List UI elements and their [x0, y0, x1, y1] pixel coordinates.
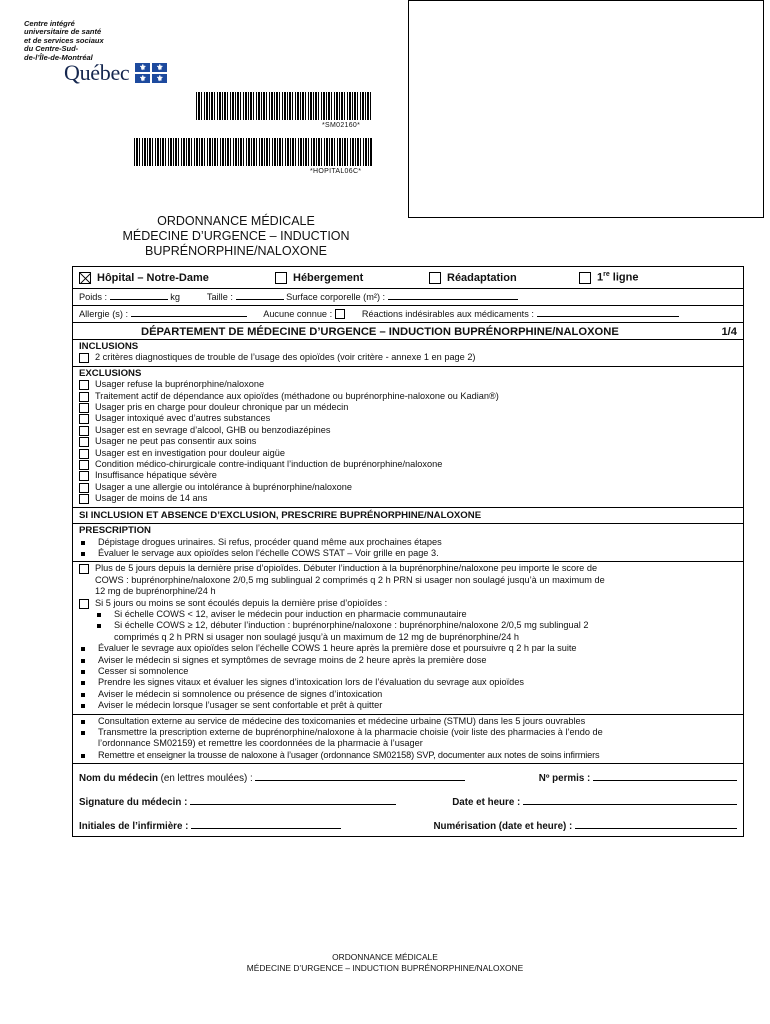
followup-section	[73, 715, 743, 765]
signature-block	[73, 764, 743, 836]
department-header	[73, 323, 743, 340]
footer-line: MÉDECINE D’URGENCE – INDUCTION BUPRÉNORPHINE/NALOXONE	[246, 963, 524, 973]
title-line: MÉDECINE D’URGENCE – INDUCTION	[122, 229, 350, 243]
5-days-or-less-checkbox[interactable]	[79, 599, 89, 609]
no-allergy-checkbox[interactable]	[335, 309, 345, 319]
exclusion-item[interactable]: Insuffisance hépatique sévère	[79, 470, 737, 481]
quebec-wordmark: Québec	[64, 60, 130, 85]
si-inclusion-header: SI INCLUSION ET ABSENCE D’EXCLUSION, PRESCRIRE BUPRÉNORPHINE/NALOXONE	[73, 508, 743, 524]
exclusion-checkbox[interactable]	[79, 460, 89, 470]
org-line: universitaire de santé	[24, 27, 102, 37]
allergy-row	[73, 306, 743, 322]
page-footer	[0, 952, 770, 974]
order-form	[72, 266, 744, 837]
exclusion-item[interactable]: Condition médico-chirurgicale contre-indiquant l’induction de buprénorphine/naloxone	[79, 459, 737, 470]
prescription-heading: PRESCRIPTION	[79, 525, 151, 537]
exclusions-heading: EXCLUSIONS	[79, 367, 142, 379]
readaptation-checkbox[interactable]	[429, 272, 441, 284]
prescription-section	[73, 524, 743, 562]
nurse-initials-label: Initiales de l’infirmière :	[79, 821, 189, 833]
patient-label-box	[408, 0, 764, 218]
cows-12-or-more: Si échelle COWS ≥ 12, débuter l’induction : buprénorphine/naloxone : buprénorphine/naloxone 2/0,5 mg sublingual 2 comprimés q 2 h PRN si usager non soulagé jusqu’à un maximum de 12 mg de buprénorphine/24 h	[79, 620, 737, 643]
weight-unit: kg	[170, 292, 180, 302]
form-title	[90, 214, 382, 259]
site-premiere-ligne[interactable]	[579, 271, 638, 284]
protocol-option-over-5-days[interactable]	[79, 563, 737, 597]
protocol-bullet: Aviser le médecin si somnolence ou présence de signes d’intoxication	[79, 689, 737, 700]
weight-label: Poids :	[79, 292, 108, 302]
protocol-bullet: Cesser si somnolence	[79, 666, 737, 677]
page-number: 1/4	[721, 325, 737, 338]
hopital-checkbox[interactable]	[79, 272, 91, 284]
weight-height-row	[73, 289, 743, 306]
inclusion-item[interactable]: 2 critères diagnostiques de trouble de l’usage des opioïdes (voir critère - annexe 1 en page 2)	[79, 352, 737, 363]
inclusions-heading: INCLUSIONS	[79, 341, 139, 352]
date-time-field[interactable]	[523, 796, 737, 805]
signature-field[interactable]	[190, 796, 396, 805]
exclusion-checkbox[interactable]	[79, 494, 89, 504]
nurse-initials-row	[73, 812, 743, 836]
physician-signature-row	[73, 788, 743, 812]
org-line: Centre intégré	[24, 19, 75, 28]
over-5-days-checkbox[interactable]	[79, 564, 89, 574]
adverse-reactions-field[interactable]	[537, 308, 679, 317]
permit-label: Nº permis :	[538, 773, 591, 785]
organization-name	[24, 20, 144, 62]
exclusion-checkbox[interactable]	[79, 483, 89, 493]
exclusion-item[interactable]: Usager a une allergie ou intolérance à buprénorphine/naloxone	[79, 482, 737, 493]
prescription-bullet: Dépistage drogues urinaires. Si refus, procéder quand même aux prochaines étapes	[79, 537, 737, 548]
exclusion-checkbox[interactable]	[79, 437, 89, 447]
exclusion-item[interactable]: Usager est en sevrage d’alcool, GHB ou benzodiazépines	[79, 425, 737, 436]
barcode-site-label: *HOPITAL06C*	[310, 168, 362, 175]
protocol-bullet: Prendre les signes vitaux et évaluer les signes d’intoxication lors de l’évaluation du sevrage aux opioïdes	[79, 677, 737, 688]
exclusion-checkbox[interactable]	[79, 380, 89, 390]
exclusion-item[interactable]: Usager ne peut pas consentir aux soins	[79, 436, 737, 447]
site-selection-row	[73, 267, 743, 289]
followup-bullet: Consultation externe au service de médecine des toxicomanies et médecine urbaine (STMU) dans les 5 jours ouvrables	[79, 716, 737, 727]
title-line: ORDONNANCE MÉDICALE	[157, 214, 315, 228]
title-line: BUPRÉNORPHINE/NALOXONE	[145, 244, 327, 258]
scan-date-field[interactable]	[575, 820, 737, 829]
protocol-option-5-days-or-less[interactable]	[79, 598, 737, 609]
patient-info	[73, 289, 743, 323]
signature-label: Signature du médecin :	[79, 797, 188, 809]
org-line: et de services sociaux	[24, 35, 104, 45]
allergy-field[interactable]	[131, 308, 247, 317]
inclusions-section	[73, 340, 743, 367]
protocol-bullet: Aviser le médecin si signes et symptômes de sevrage moins de 2 heure après la première dose	[79, 655, 737, 666]
cows-under-12: Si échelle COWS < 12, aviser le médecin pour induction en pharmacie communautaire	[79, 609, 737, 620]
protocol-section	[73, 562, 743, 714]
department-title: DÉPARTEMENT DE MÉDECINE D’URGENCE – INDUCTION BUPRÉNORPHINE/NALOXONE	[141, 325, 619, 338]
permit-field[interactable]	[593, 772, 737, 781]
exclusion-checkbox[interactable]	[79, 403, 89, 413]
height-label: Taille :	[206, 292, 233, 302]
weight-field[interactable]	[110, 291, 168, 300]
date-time-label: Date et heure :	[452, 797, 521, 809]
prescription-bullet: Évaluer le servage aux opioïdes selon l’échelle COWS STAT – Voir grille en page 3.	[79, 548, 737, 559]
exclusion-checkbox[interactable]	[79, 392, 89, 402]
readaptation-label: Réadaptation	[447, 271, 517, 284]
exclusion-item[interactable]: Usager est en investigation pour douleur aigüe	[79, 448, 737, 459]
hopital-label: Hôpital – Notre-Dame	[97, 271, 209, 284]
exclusion-item[interactable]: Usager refuse la buprénorphine/naloxone	[79, 379, 737, 390]
physician-name-label: Nom du médecin	[79, 773, 158, 785]
premiere-ligne-label: 1re ligne	[597, 271, 639, 284]
surface-label: Surface corporelle (m²) :	[286, 292, 386, 302]
followup-bullet: Transmettre la prescription externe de buprénorphine/naloxone à la pharmacie choisie (voir liste des pharmacies à l’endo de l’ordonnance SM02159) et remettre les coordonnées de la pharmacie à l’usager	[79, 727, 737, 750]
premiere-ligne-checkbox[interactable]	[579, 272, 591, 284]
footer-line: ORDONNANCE MÉDICALE	[332, 952, 438, 962]
followup-bullet: Remettre et enseigner la trousse de naloxone à l’usager (ordonnance SM02158) SVP, documenter aux notes de soins infirmiers	[79, 750, 737, 761]
quebec-logo	[64, 60, 167, 86]
barcode-site	[134, 138, 372, 166]
adverse-reactions-label: Réactions indésirables aux médicaments :	[361, 309, 534, 319]
site-hopital[interactable]	[79, 272, 209, 284]
exclusion-checkbox[interactable]	[79, 414, 89, 424]
exclusion-checkbox[interactable]	[79, 471, 89, 481]
site-hebergement[interactable]	[275, 272, 363, 284]
exclusions-section	[73, 367, 743, 508]
scan-date-label: Numérisation (date et heure) :	[433, 821, 573, 833]
hebergement-checkbox[interactable]	[275, 272, 287, 284]
exclusion-item[interactable]: Usager intoxiqué avec d’autres substances	[79, 413, 737, 424]
nurse-initials-field[interactable]	[191, 820, 341, 829]
barcode-form	[196, 92, 372, 120]
allergy-label: Allergie (s) :	[79, 309, 129, 319]
fleurdelise-icon: ⚜ ⚜ ⚜ ⚜	[135, 63, 167, 83]
physician-name-row: Nom du médecin (en lettres moulées) : Nº permis :	[73, 764, 743, 788]
site-readaptation[interactable]	[429, 272, 517, 284]
physician-name-field[interactable]	[255, 772, 465, 781]
org-line: du Centre-Sud-	[24, 44, 79, 54]
protocol-bullet: Évaluer le sevrage aux opioïdes selon l’échelle COWS 1 heure après la première dose et poursuivre q 2 h par la suite	[79, 643, 737, 654]
inclusion-checkbox[interactable]	[79, 353, 89, 363]
exclusion-item[interactable]: Usager pris en charge pour douleur chronique par un médecin	[79, 402, 737, 413]
protocol-bullet: Aviser le médecin lorsque l’usager se sent confortable et prêt à quitter	[79, 700, 737, 711]
exclusion-item[interactable]: Usager de moins de 14 ans	[79, 493, 737, 504]
barcode-form-label: *SM02160*	[322, 122, 361, 129]
hebergement-label: Hébergement	[293, 271, 364, 284]
no-allergy-label: Aucune connue :	[263, 309, 333, 319]
exclusion-checkbox[interactable]	[79, 449, 89, 459]
exclusion-checkbox[interactable]	[79, 426, 89, 436]
5-days-or-less-text: Si 5 jours ou moins se sont écoulés depuis la dernière prise d’opioïdes :	[95, 597, 388, 608]
org-line: de-l’Île-de-Montréal	[24, 52, 93, 62]
over-5-days-text: Plus de 5 jours depuis la dernière prise d’opioïdes. Débuter l’induction à la buprénorphine/naloxone peu importe le score de COWS : buprénorphine/naloxone 2/0,5 mg sublingual 2 comprimés q 2 h PRN si usager non soulagé jusqu’à un maximum de 12 mg de buprénorphine/24 h	[95, 563, 605, 597]
surface-field[interactable]	[388, 291, 518, 300]
height-field[interactable]	[236, 291, 284, 300]
exclusion-item[interactable]: Traitement actif de dépendance aux opioïdes (méthadone ou buprénorphine-naloxone ou Kadian®)	[79, 391, 737, 402]
